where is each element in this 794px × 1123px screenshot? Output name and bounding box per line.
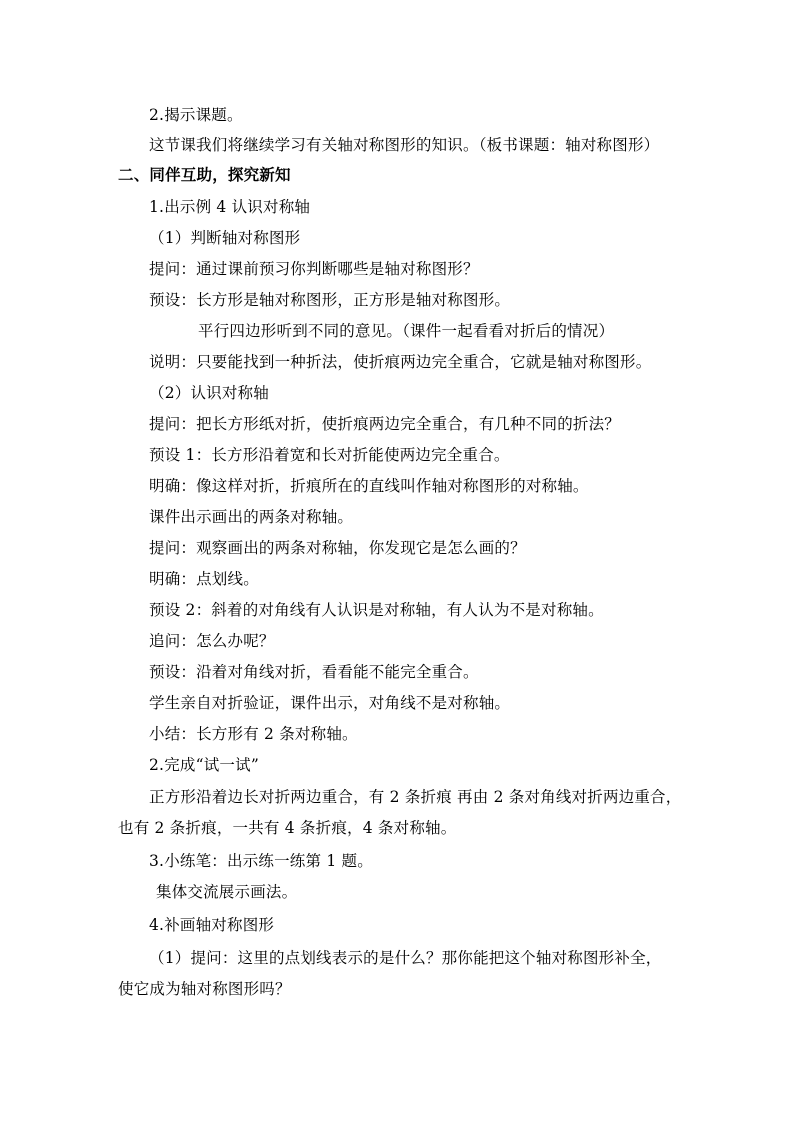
paragraph-preset-2: 预设 2：斜着的对角线有人认识是对称轴，有人认为不是对称轴。: [149, 601, 604, 619]
paragraph-question-fold: 提问：把长方形纸对折，使折痕两边完全重合，有几种不同的折法？: [149, 415, 621, 433]
paragraph-share: 集体交流展示画法。: [156, 883, 298, 901]
subsection-know-axis: （2）认识对称轴: [149, 384, 269, 402]
subsection-practice: 3.小练笔：出示练一练第 1 题。: [149, 852, 373, 870]
paragraph-follow-up: 追问：怎么办呢？: [149, 632, 275, 650]
paragraph-question-observe: 提问：观察画出的两条对称轴，你发现它是怎么画的？: [149, 539, 526, 557]
subsection-complete-figure: 4.补画轴对称图形: [149, 916, 275, 934]
paragraph-square-line2: 也有 2 条折痕，一共有 4 条折痕，4 条对称轴。: [118, 819, 457, 837]
paragraph-verify: 学生亲自对折验证，课件出示，对角线不是对称轴。: [149, 694, 511, 712]
paragraph-clarify-axis: 明确：像这样对折，折痕所在的直线叫作轴对称图形的对称轴。: [149, 477, 589, 495]
subsection-try-it: 2.完成“试一试”: [149, 756, 259, 774]
paragraph-clarify-dashline: 明确：点划线。: [149, 570, 259, 588]
section-item-reveal-topic: 2.揭示课题。: [149, 106, 243, 124]
paragraph-question-dashline-1: （1）提问：这里的点划线表示的是什么？那你能把这个轴对称图形补全，: [149, 949, 662, 967]
paragraph-parallelogram: 平行四边形听到不同的意见。（课件一起看看对折后的情况）: [198, 322, 615, 340]
subsection-judge-symmetric: （1）判断轴对称图形: [149, 229, 301, 247]
paragraph-topic: 这节课我们将继续学习有关轴对称图形的知识。（板书课题：轴对称图形）: [149, 136, 660, 154]
paragraph-question: 提问：通过课前预习你判断哪些是轴对称图形？: [149, 260, 479, 278]
paragraph-preset: 预设：长方形是轴对称图形，正方形是轴对称图形。: [149, 291, 511, 309]
paragraph-explanation: 说明：只要能找到一种折法，使折痕两边完全重合，它就是轴对称图形。: [149, 353, 652, 371]
section-heading-explore: 二、同伴互助，探究新知: [118, 165, 291, 184]
paragraph-preset-diagonal: 预设：沿着对角线对折，看看能不能完全重合。: [149, 663, 479, 681]
paragraph-square-line1: 正方形沿着边长对折两边重合，有 2 条折痕 再由 2 条对角线对折两边重合，: [149, 788, 682, 806]
paragraph-preset-1: 预设 1：长方形沿着宽和长对折能使两边完全重合。: [149, 446, 510, 464]
subsection-example-4: 1.出示例 4 认识对称轴: [149, 198, 311, 216]
paragraph-courseware: 课件出示画出的两条对称轴。: [149, 508, 354, 526]
paragraph-summary: 小结：长方形有 2 条对称轴。: [149, 725, 358, 743]
paragraph-question-dashline-2: 使它成为轴对称图形吗？: [118, 980, 291, 998]
